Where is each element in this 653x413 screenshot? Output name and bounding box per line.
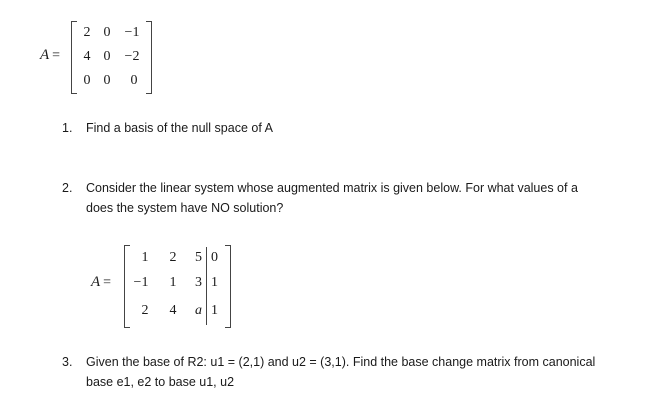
augmented-matrix-cell: 1 — [169, 275, 177, 290]
augmented-matrix-letter: A — [91, 274, 101, 290]
matrix-a-cell: −2 — [124, 49, 140, 64]
matrix-a-cell: 0 — [103, 49, 111, 64]
matrix-a-cell: 2 — [83, 25, 91, 40]
augmented-matrix-cell: 5 — [195, 250, 202, 265]
matrix-a-left-bracket — [71, 21, 77, 94]
question-line: Given the base of R2: u1 = (2,1) and u2 = (3,1). Find the base change matrix from canonical — [86, 355, 596, 369]
matrix-a — [0, 0, 180, 100]
question-1 — [0, 118, 653, 142]
question-number: 3. — [62, 355, 73, 369]
augmented-divider — [206, 247, 207, 325]
matrix-a-cell: 4 — [83, 49, 91, 64]
matrix-a-cell: 0 — [83, 73, 91, 88]
augmented-matrix-cell: 2 — [169, 250, 177, 265]
question-text — [86, 118, 273, 138]
augmented-matrix-cell: 2 — [141, 303, 149, 318]
question-line: Consider the linear system whose augmented matrix is given below. For what values of a — [86, 181, 578, 195]
augmented-matrix-cell: 1 — [141, 250, 149, 265]
augmented-matrix — [0, 238, 260, 333]
augmented-matrix-cell: 1 — [211, 275, 218, 290]
matrix-a-letter: A — [40, 47, 50, 63]
question-line: does the system have NO solution? — [86, 201, 284, 215]
augmented-matrix-cell: −1 — [133, 275, 149, 290]
matrix-a-cell: 0 — [103, 25, 111, 40]
augmented-matrix-label — [91, 274, 111, 291]
augmented-matrix-cell: a — [195, 303, 202, 318]
question-text — [86, 178, 646, 218]
augmented-matrix-cell: 4 — [169, 303, 177, 318]
matrix-a-right-bracket — [146, 21, 152, 94]
question-number: 1. — [62, 121, 73, 135]
matrix-a-cell: −1 — [124, 25, 140, 40]
matrix-a-label — [40, 47, 60, 64]
matrix-a-cell: 0 — [103, 73, 111, 88]
augmented-matrix-right-bracket — [225, 245, 231, 328]
question-3 — [0, 352, 653, 396]
question-line: base e1, e2 to base u1, u2 — [86, 375, 235, 389]
augmented-matrix-cell: 1 — [211, 303, 218, 318]
matrix-a-cell: 0 — [130, 73, 138, 88]
question-2 — [0, 178, 653, 222]
augmented-matrix-cell: 0 — [211, 250, 218, 265]
question-number: 2. — [62, 181, 73, 195]
augmented-matrix-equals: = — [103, 275, 112, 290]
augmented-matrix-cell: 3 — [195, 275, 202, 290]
matrix-a-equals: = — [52, 48, 61, 63]
question-line: Find a basis of the null space of A — [86, 121, 273, 135]
question-text — [86, 352, 651, 392]
